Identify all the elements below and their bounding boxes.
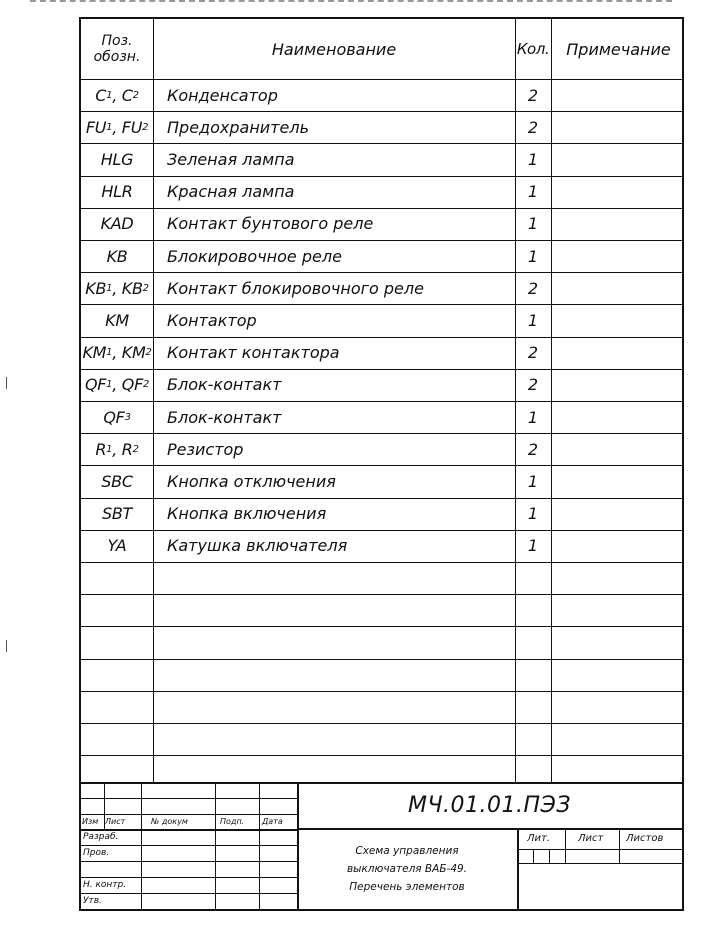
- row-name: Кнопка отключения: [167, 471, 336, 491]
- designator-subscript: 1: [106, 347, 113, 359]
- stamp-izm: Изм: [82, 817, 99, 826]
- document-code: МЧ.01.01.ПЭЗ: [407, 792, 572, 818]
- row-position-designator: [81, 240, 153, 272]
- row-position-designator: [81, 208, 153, 240]
- header-pos-line1: Поз.: [101, 33, 133, 49]
- designator-text: SBT: [101, 504, 132, 524]
- row-quantity: 1: [527, 504, 539, 524]
- row-position-designator: [81, 465, 153, 497]
- row-name: Конденсатор: [167, 85, 278, 105]
- designator-text: , KB: [112, 278, 143, 298]
- header-pos: [81, 19, 153, 79]
- row-position-designator: [81, 79, 153, 111]
- designator-text: R: [95, 439, 107, 459]
- document-title: [297, 828, 517, 909]
- designator-subscript: 2: [132, 89, 139, 101]
- stamp-utv: Утв.: [83, 896, 102, 906]
- designator-text: QF: [103, 407, 125, 427]
- stamp-list: Лист: [578, 833, 604, 844]
- row-divider: [81, 723, 682, 724]
- stamp-lit: Лит.: [527, 833, 551, 844]
- header-name: Наименование: [271, 39, 397, 59]
- row-quantity: 1: [527, 471, 539, 491]
- row-divider: [81, 691, 682, 692]
- designator-text: QF: [84, 375, 107, 395]
- row-quantity: 1: [527, 536, 539, 556]
- row-position-designator: [81, 369, 153, 401]
- row-divider: [81, 562, 682, 563]
- row-name: Предохранитель: [167, 117, 309, 137]
- designator-text: , FU: [112, 117, 143, 137]
- designator-text: KM: [82, 343, 107, 363]
- title-block-stamp: [81, 782, 682, 909]
- designator-text: KM: [105, 310, 129, 330]
- row-quantity: 1: [527, 310, 539, 330]
- designator-subscript: 3: [124, 411, 131, 423]
- designator-subscript: 1: [106, 443, 113, 455]
- row-divider: [81, 594, 682, 595]
- designator-text: KAD: [100, 214, 134, 234]
- row-name: Контакт блокировочного реле: [167, 278, 424, 298]
- designator-subscript: 1: [106, 282, 113, 294]
- designator-subscript: 2: [142, 282, 149, 294]
- row-quantity: 2: [527, 117, 539, 137]
- scan-mark: [6, 377, 7, 389]
- designator-text: HLR: [101, 182, 133, 202]
- row-quantity: 2: [527, 278, 539, 298]
- stamp-n-kontr: Н. контр.: [83, 880, 127, 890]
- header-qty: Кол.: [516, 40, 550, 58]
- row-name: Кнопка включения: [167, 504, 327, 524]
- stamp-razrab: Разраб.: [83, 832, 119, 842]
- stamp-listov: Листов: [626, 833, 664, 844]
- designator-text: , R: [112, 439, 133, 459]
- designator-subscript: 2: [145, 347, 152, 359]
- designator-subscript: 2: [142, 121, 149, 133]
- row-quantity: 1: [527, 407, 539, 427]
- row-quantity: 1: [527, 214, 539, 234]
- row-position-designator: [81, 143, 153, 175]
- stamp-date-col: Дата: [262, 817, 283, 826]
- designator-text: SBC: [101, 471, 133, 491]
- row-position-designator: [81, 304, 153, 336]
- row-name: Контакт бунтового реле: [167, 214, 374, 234]
- row-position-designator: [81, 176, 153, 208]
- designator-text: , C: [112, 85, 133, 105]
- designator-subscript: 1: [106, 89, 113, 101]
- header-note: Примечание: [566, 39, 671, 59]
- designator-text: , KM: [112, 343, 146, 363]
- stamp-doc-col: № докум: [151, 817, 188, 826]
- row-divider: [81, 659, 682, 660]
- designator-subscript: 2: [132, 443, 139, 455]
- row-divider: [81, 626, 682, 627]
- designator-text: YA: [107, 536, 127, 556]
- drawing-frame: [79, 17, 684, 911]
- scan-edge: [30, 0, 672, 5]
- title-line2: выключателя ВАБ-49.: [346, 862, 468, 875]
- row-name: Контакт контактора: [167, 343, 340, 363]
- designator-text: , QF: [112, 375, 143, 395]
- title-line3: Перечень элементов: [349, 880, 465, 893]
- designator-subscript: 1: [106, 379, 113, 391]
- row-quantity: 2: [527, 375, 539, 395]
- row-quantity: 2: [527, 85, 539, 105]
- designator-text: C: [95, 85, 107, 105]
- designator-text: HLG: [100, 149, 134, 169]
- row-name: Резистор: [167, 439, 244, 459]
- scan-mark: [6, 640, 7, 652]
- row-quantity: 1: [527, 246, 539, 266]
- designator-text: FU: [85, 117, 107, 137]
- designator-subscript: 1: [106, 121, 113, 133]
- designator-text: KB: [106, 246, 128, 266]
- row-position-designator: [81, 530, 153, 562]
- row-name: Блок-контакт: [167, 375, 282, 395]
- row-divider: [81, 755, 682, 756]
- row-name: Зеленая лампа: [167, 149, 295, 169]
- stamp-list-col: Лист: [105, 817, 126, 826]
- row-position-designator: [81, 433, 153, 465]
- row-name: Красная лампа: [167, 182, 295, 202]
- header-pos-line2: обозн.: [93, 49, 141, 65]
- row-position-designator: [81, 272, 153, 304]
- row-position-designator: [81, 401, 153, 433]
- row-quantity: 1: [527, 149, 539, 169]
- row-quantity: 2: [527, 439, 539, 459]
- row-name: Катушка включателя: [167, 536, 348, 556]
- row-name: Контактор: [167, 310, 257, 330]
- title-line1: Схема управления: [355, 844, 459, 857]
- designator-subscript: 2: [142, 379, 150, 391]
- row-position-designator: [81, 498, 153, 530]
- row-quantity: 1: [527, 182, 539, 202]
- row-quantity: 2: [527, 343, 539, 363]
- stamp-sign-col: Подп.: [220, 817, 245, 826]
- row-name: Блок-контакт: [167, 407, 282, 427]
- row-position-designator: [81, 337, 153, 369]
- stamp-prov: Пров.: [83, 848, 110, 858]
- designator-text: KB: [85, 278, 107, 298]
- row-name: Блокировочное реле: [167, 246, 342, 266]
- row-position-designator: [81, 111, 153, 143]
